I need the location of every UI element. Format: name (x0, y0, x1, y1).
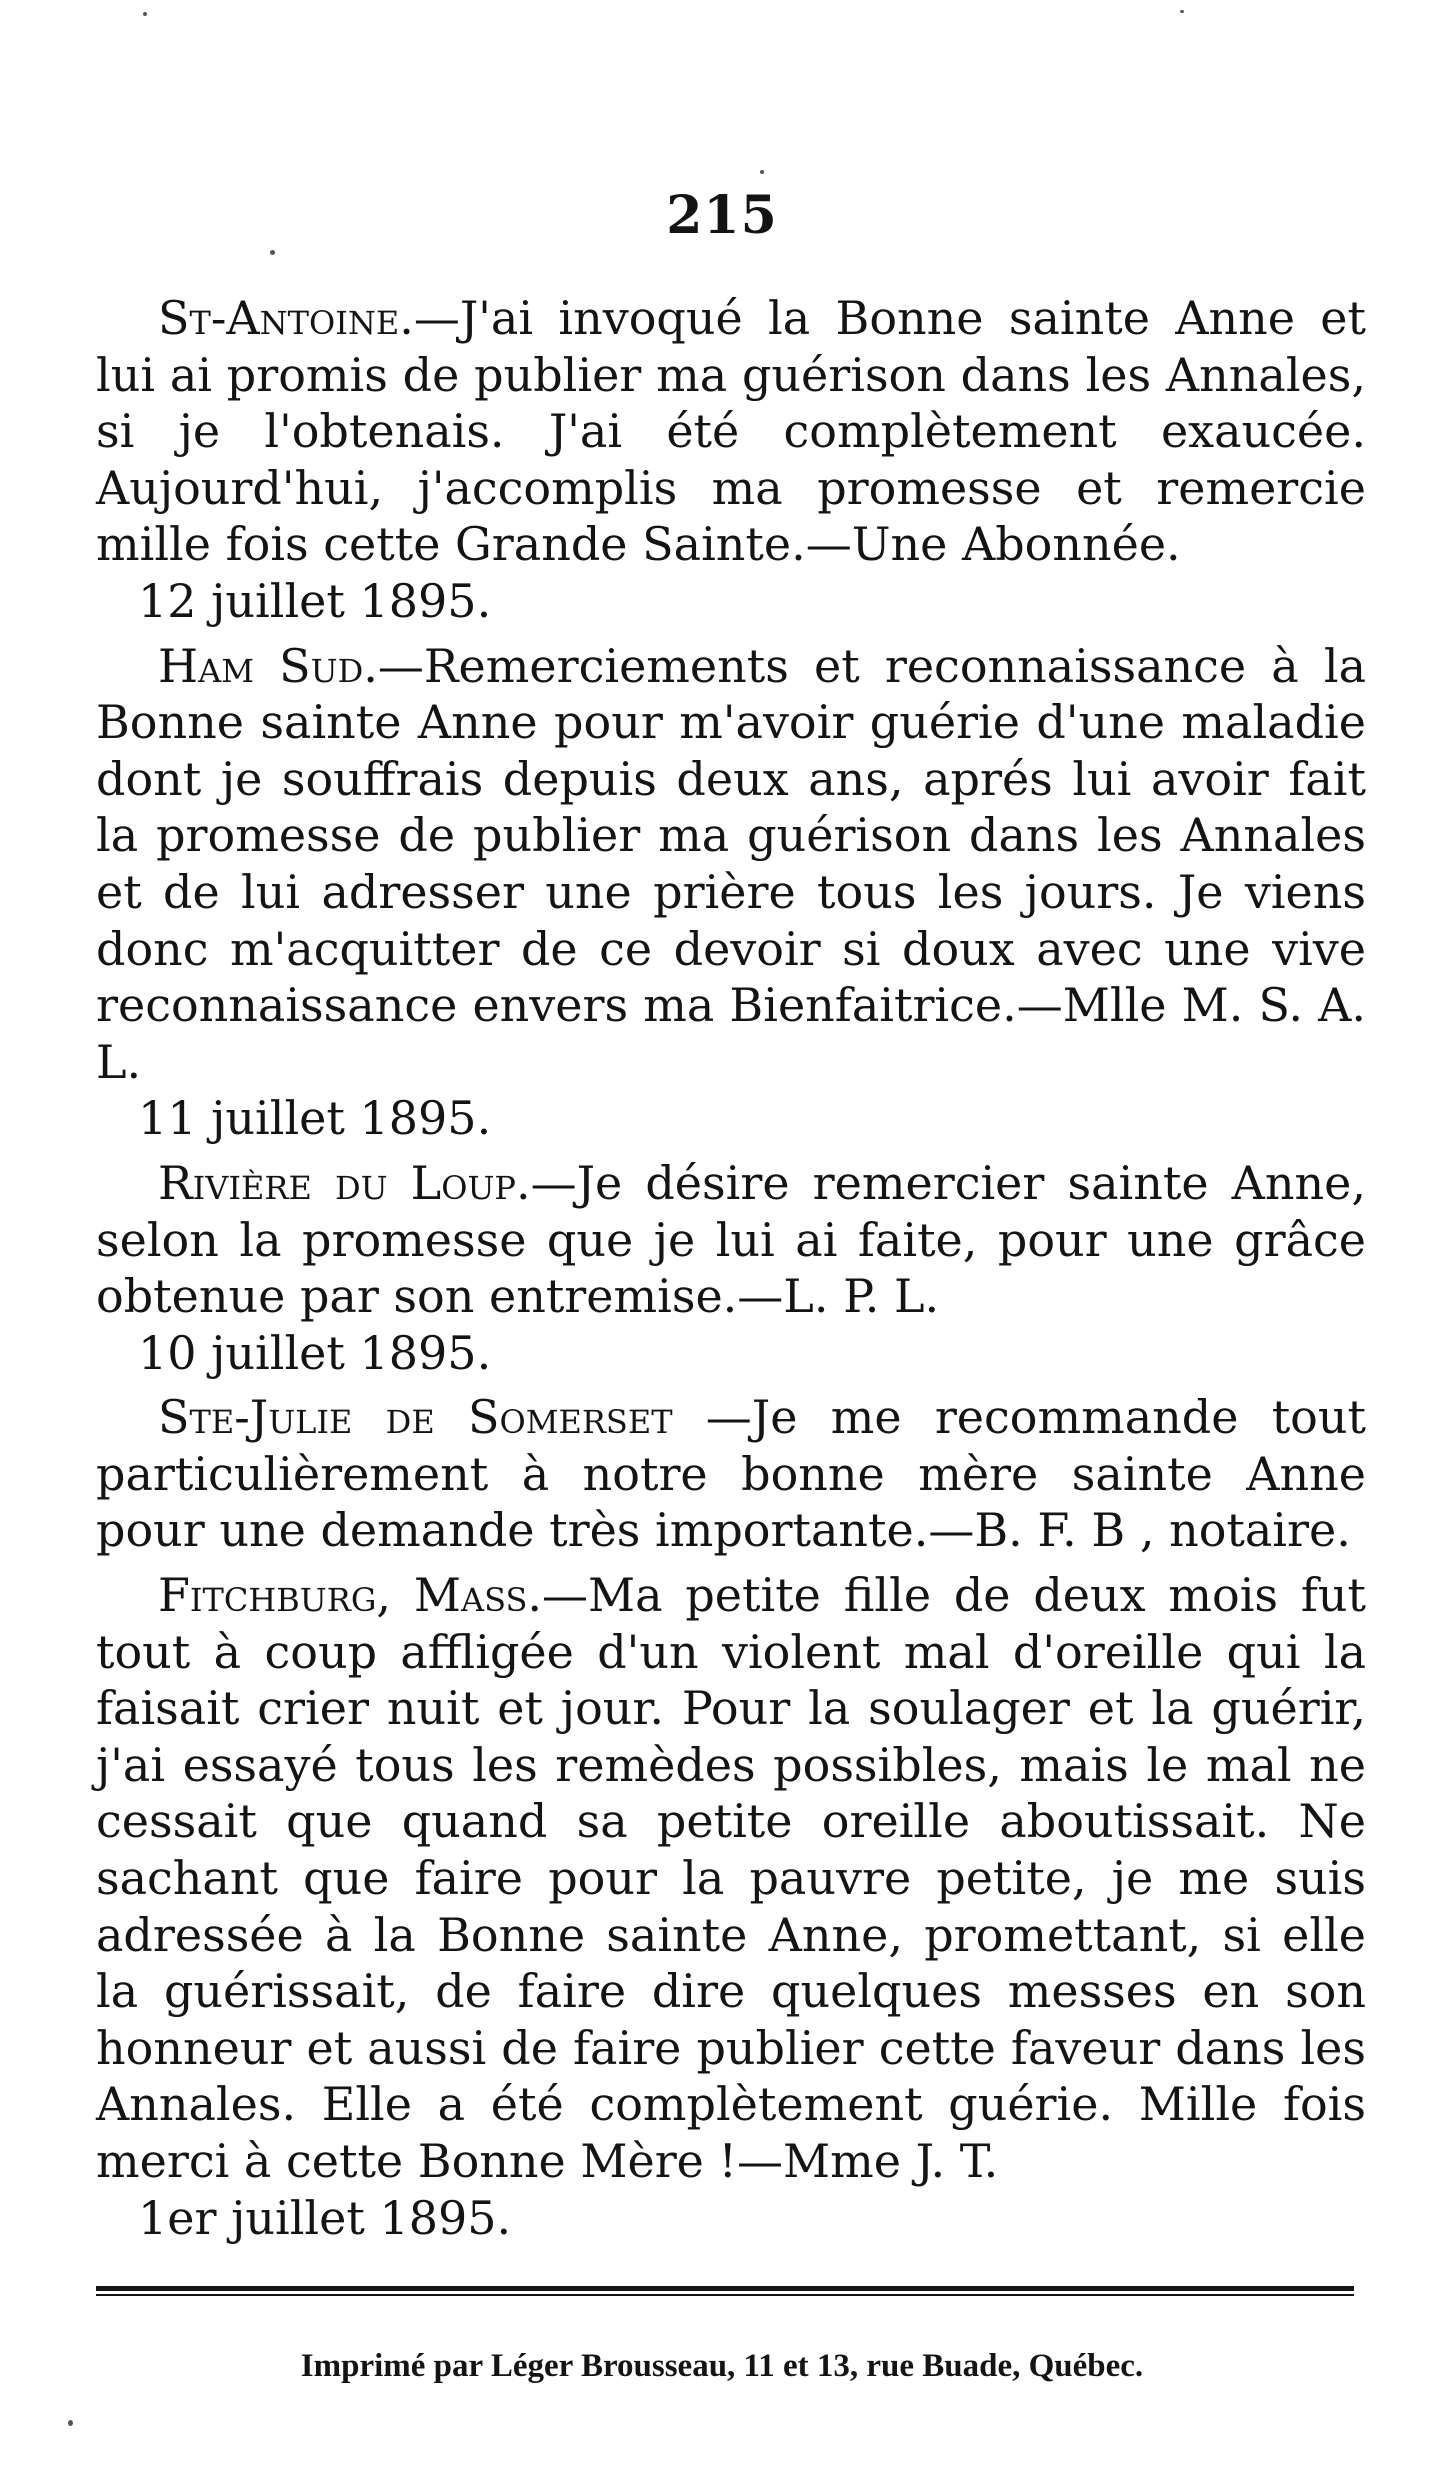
page-speck (1180, 10, 1184, 13)
entry-date: 11 juillet 1895. (138, 1091, 492, 1146)
entry-text: —Je désire remercier sainte Anne, selon la promesse que je lui ai faite, pour une grâce obtenue par son entremise.—L. P. L. (96, 1155, 1366, 1324)
entry-place: Fitchburg, Mass. (158, 1568, 542, 1623)
entry-place: St-Antoine. (158, 291, 414, 345)
entry-ham-sud (96, 638, 1366, 1091)
footer-rule (96, 2286, 1354, 2291)
entry-text: —J'ai invoqué la Bonne sainte Anne et lui ai promis de publier ma guérison dans les Annales, si je l'obtenais. J'ai été complètement exaucée. Aujourd'hui, j'accomplis ma promesse et remercie mille fois cette Grande Sainte.—Une Abonnée. (96, 291, 1366, 572)
entry-place: Ham Sud. (158, 638, 378, 693)
page-speck (760, 170, 764, 174)
page-speck (143, 12, 147, 16)
entry-text: —Ma petite fille de deux mois fut tout à coup affligée d'un violent mal d'oreille qui la faisait crier nuit et jour. Pour la soulager et la guérir, j'ai essayé tous les remèdes possibles, mais le mal ne cessait que quand sa petite oreille aboutissait. Ne sachant que faire pour la pauvre petite, je me suis adressée à la Bonne sainte Anne, promettant, si elle la guérissait, de faire dire quelques messes en son honneur et aussi de faire publier cette faveur dans les Annales. Elle a été complètement guérie. Mille fois merci à cette Bonne Mère !—Mme J. T. (96, 1568, 1366, 2188)
page-speck (68, 2420, 73, 2426)
entry-date: 10 juillet 1895. (138, 1325, 492, 1380)
entry-place: Rivière du Loup. (158, 1155, 531, 1210)
entry-place: Ste-Julie de Somerset (158, 1390, 673, 1445)
printer-imprint: Imprimé par Léger Brousseau, 11 et 13, rue Buade, Québec. (300, 2348, 1144, 2384)
body-text (96, 290, 1366, 2254)
entry-riviere-du-loup (96, 1155, 1366, 1325)
page-number: 215 (666, 185, 778, 246)
entry-text: —Je me recommande tout particulièrement à notre bonne mère sainte Anne pour une demande très importante.—B. F. B , notaire. (96, 1390, 1366, 1558)
entry-text: —Remerciements et reconnaissance à la Bonne sainte Anne pour m'avoir guérie d'une maladie dont je souffrais depuis deux ans, aprés lui avoir fait la promesse de publier ma guérison dans les Annales et de lui adresser une prière tous les jours. Je viens donc m'acquitter de ce devoir si doux avec une vive reconnaissance envers ma Bienfaitrice.—Mlle M. S. A. L. (96, 638, 1367, 1089)
entry-st-antoine (96, 290, 1366, 573)
entry-date: 1er juillet 1895. (138, 2190, 512, 2245)
entry-ste-julie (96, 1389, 1366, 1559)
page-speck (270, 250, 275, 255)
entry-date: 12 juillet 1895. (138, 573, 492, 628)
footer-rule-thin (96, 2294, 1354, 2296)
entry-fitchburg (96, 1567, 1366, 2190)
